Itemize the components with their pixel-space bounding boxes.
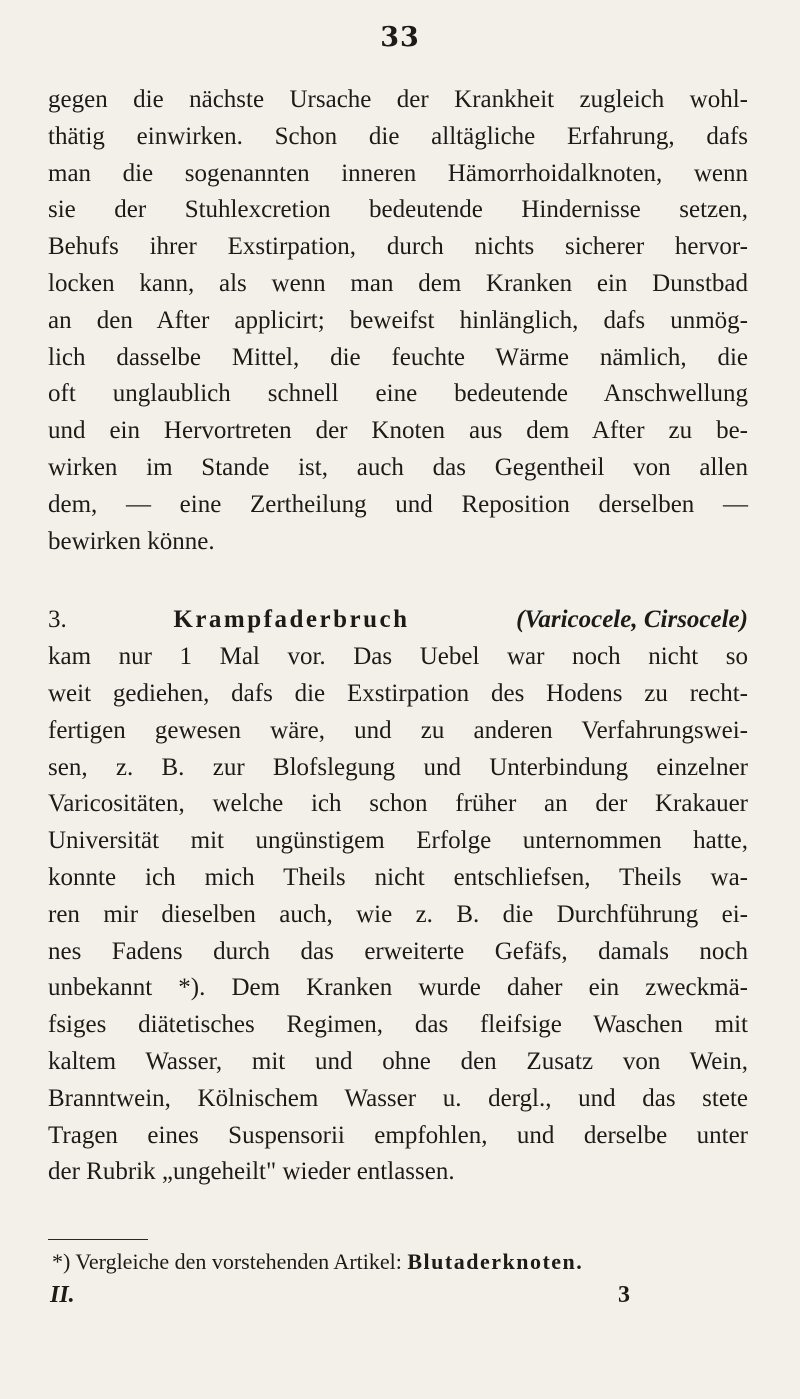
- paragraph-1: [48, 82, 748, 560]
- text-line: thätig einwirken. Schon die alltägliche Erfahrung, dafs: [48, 122, 748, 150]
- text-line: Tragen eines Suspensorii empfohlen, und derselbe unter: [48, 1121, 748, 1149]
- text-line: man die sogenannten inneren Hämorrhoidalknoten, wenn: [48, 159, 748, 187]
- text-line: kaltem Wasser, mit und ohne den Zusatz von Wein,: [48, 1047, 748, 1075]
- text-line: dem, — eine Zertheilung und Reposition derselben —: [48, 490, 748, 518]
- text-line: fsiges diätetisches Regimen, das fleifsige Waschen mit: [48, 1011, 748, 1039]
- text-line: unbekannt *). Dem Kranken wurde daher ein zweckmä-: [48, 974, 748, 1002]
- text-line: Varicositäten, welche ich schon früher an der Krakauer: [48, 790, 748, 818]
- text-line: oft unglaublich schnell eine bedeutende Anschwellung: [48, 380, 748, 408]
- text-line: sen, z. B. zur Blofslegung und Unterbindung einzelner: [48, 753, 748, 781]
- text-line: fertigen gewesen wäre, und zu anderen Verfahrungswei-: [48, 716, 748, 744]
- text-line: nes Fadens durch das erweiterte Gefäfs, damals noch: [48, 937, 748, 965]
- paragraph-2: [48, 639, 748, 1191]
- section-latin-names: (Varicocele, Cirsocele): [516, 606, 748, 634]
- text-line: und ein Hervortreten der Knoten aus dem After zu be-: [48, 417, 748, 445]
- text-line: Behufs ihrer Exstirpation, durch nichts sicherer hervor-: [48, 233, 748, 261]
- page-number: 33: [380, 22, 420, 53]
- body-text: [48, 82, 748, 1191]
- section-title: Krampfaderbruch: [173, 606, 410, 634]
- text-line: der Rubrik „ungeheilt" wieder entlassen.: [48, 1158, 455, 1186]
- text-line: weit gediehen, dafs die Exstirpation des Hodens zu recht-: [48, 679, 748, 707]
- footnote-rule: [48, 1239, 148, 1240]
- section-number: 3.: [48, 606, 67, 634]
- section-heading: [48, 602, 748, 639]
- sheet-signature: 3: [618, 1282, 630, 1308]
- text-line: Universität mit ungünstigem Erfolge unternommen hatte,: [48, 827, 748, 855]
- text-line: kam nur 1 Mal vor. Das Uebel war noch nicht so: [48, 643, 748, 671]
- text-line: lich dasselbe Mittel, die feuchte Wärme nämlich, die: [48, 343, 748, 371]
- text-line: Branntwein, Kölnischem Wasser u. dergl., und das stete: [48, 1084, 748, 1112]
- text-line: konnte ich mich Theils nicht entschliefsen, Theils wa-: [48, 863, 748, 891]
- footnote-reference: Blutaderknoten.: [407, 1249, 584, 1274]
- text-line: bewirken könne.: [48, 527, 215, 555]
- footnote-text: *) Vergleiche den vorstehenden Artikel:: [52, 1249, 408, 1274]
- text-line: gegen die nächste Ursache der Krankheit zugleich wohl-: [48, 86, 748, 113]
- text-line: ren mir dieselben auch, wie z. B. die Durchführung ei-: [48, 900, 748, 928]
- text-line: an den After applicirt; beweifst hinlänglich, dafs unmög-: [48, 306, 748, 334]
- text-line: sie der Stuhlexcretion bedeutende Hindernisse setzen,: [48, 196, 748, 224]
- footnote: [52, 1249, 692, 1275]
- text-line: wirken im Stande ist, auch das Gegentheil von allen: [48, 453, 748, 481]
- text-line: locken kann, als wenn man dem Kranken ein Dunstbad: [48, 269, 748, 297]
- volume-mark: II.: [50, 1282, 75, 1308]
